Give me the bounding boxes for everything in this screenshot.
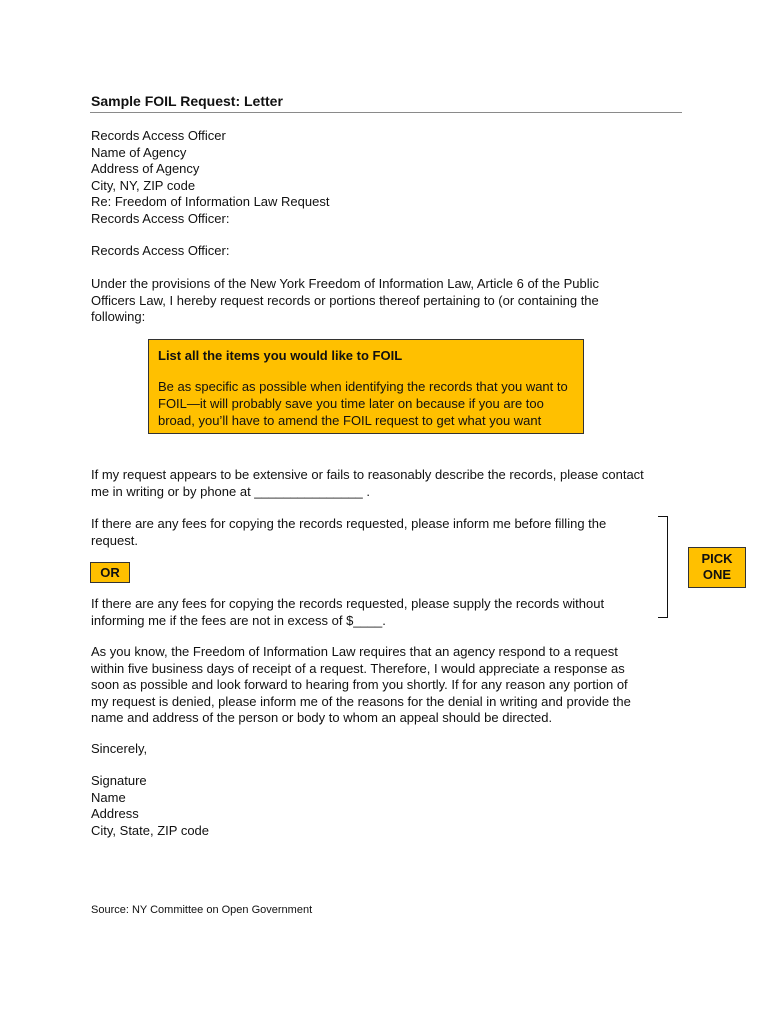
source-note: Source: NY Committee on Open Government — [91, 904, 313, 916]
salutation-text: Records Access Officer: — [91, 243, 230, 258]
fees-option-line: informing me if the fees are not in excess of $____. — [91, 612, 386, 628]
fees-option-line: If there are any fees for copying the records requested, please supply the records without — [91, 596, 605, 611]
closing-paragraph — [91, 644, 631, 727]
fees-option-line: If there are any fees for copying the records requested, please inform me before filling the — [91, 516, 607, 531]
recipient-line: Records Access Officer — [91, 128, 226, 143]
foil-items-box — [148, 339, 584, 434]
fees-option-supply — [91, 596, 604, 629]
pick-one-line: PICK — [701, 551, 733, 566]
contact-line: me in writing or by phone at _______________ . — [91, 483, 370, 499]
closing-line: name and address of the person or body to whom an appeal should be directed. — [91, 710, 553, 725]
foil-box-line: FOIL—it will probably save you time later on because if you are too — [158, 396, 544, 411]
intro-line: following: — [91, 309, 146, 324]
intro-paragraph — [91, 276, 599, 326]
closing-line: soon as possible and look forward to hearing from you shortly. If for any reason any portion of — [91, 677, 628, 692]
signature-line: Signature — [91, 773, 147, 788]
recipient-line: City, NY, ZIP code — [91, 177, 196, 193]
title-divider — [90, 112, 682, 113]
pick-one-line: ONE — [702, 567, 732, 582]
foil-box-line: Be as specific as possible when identifying the records that you want to — [158, 379, 568, 394]
signature-line: Address — [91, 806, 139, 821]
closing-line: my request is denied, please inform me of the reasons for the denial in writing and provide the — [91, 693, 631, 709]
fees-option-line: request. — [91, 532, 138, 548]
closing-line: As you know, the Freedom of Information Law requires that an agency respond to a request — [91, 644, 618, 659]
foil-box-line: broad, you’ll have to amend the FOIL request to get what you want — [158, 413, 542, 428]
or-badge: OR — [90, 562, 130, 583]
foil-box-heading: List all the items you would like to FOIL — [158, 348, 403, 363]
intro-line: Officers Law, I hereby request records or portions thereof pertaining to (or containing the — [91, 292, 599, 308]
contact-paragraph — [91, 467, 644, 500]
salutation — [91, 243, 229, 260]
sign-off — [91, 741, 147, 758]
contact-line: If my request appears to be extensive or fails to reasonably describe the records, please contact — [91, 467, 644, 482]
signature-line: City, State, ZIP code — [91, 822, 210, 838]
recipient-line: Address of Agency — [91, 161, 200, 176]
sign-off-text: Sincerely, — [91, 741, 148, 756]
pick-one-badge — [688, 547, 746, 588]
fees-option-inform — [91, 516, 606, 549]
pick-one-bracket — [658, 516, 668, 618]
recipient-line: Re: Freedom of Information Law Request — [91, 194, 330, 209]
recipient-line: Records Access Officer: — [91, 210, 230, 226]
signature-block — [91, 773, 209, 839]
intro-line: Under the provisions of the New York Freedom of Information Law, Article 6 of the Public — [91, 276, 599, 291]
recipient-line: Name of Agency — [91, 144, 187, 160]
closing-line: within five business days of receipt of a request. Therefore, I would appreciate a response as — [91, 660, 625, 676]
signature-line: Name — [91, 789, 126, 805]
recipient-address-block — [91, 128, 329, 227]
page-title: Sample FOIL Request: Letter — [91, 93, 283, 109]
